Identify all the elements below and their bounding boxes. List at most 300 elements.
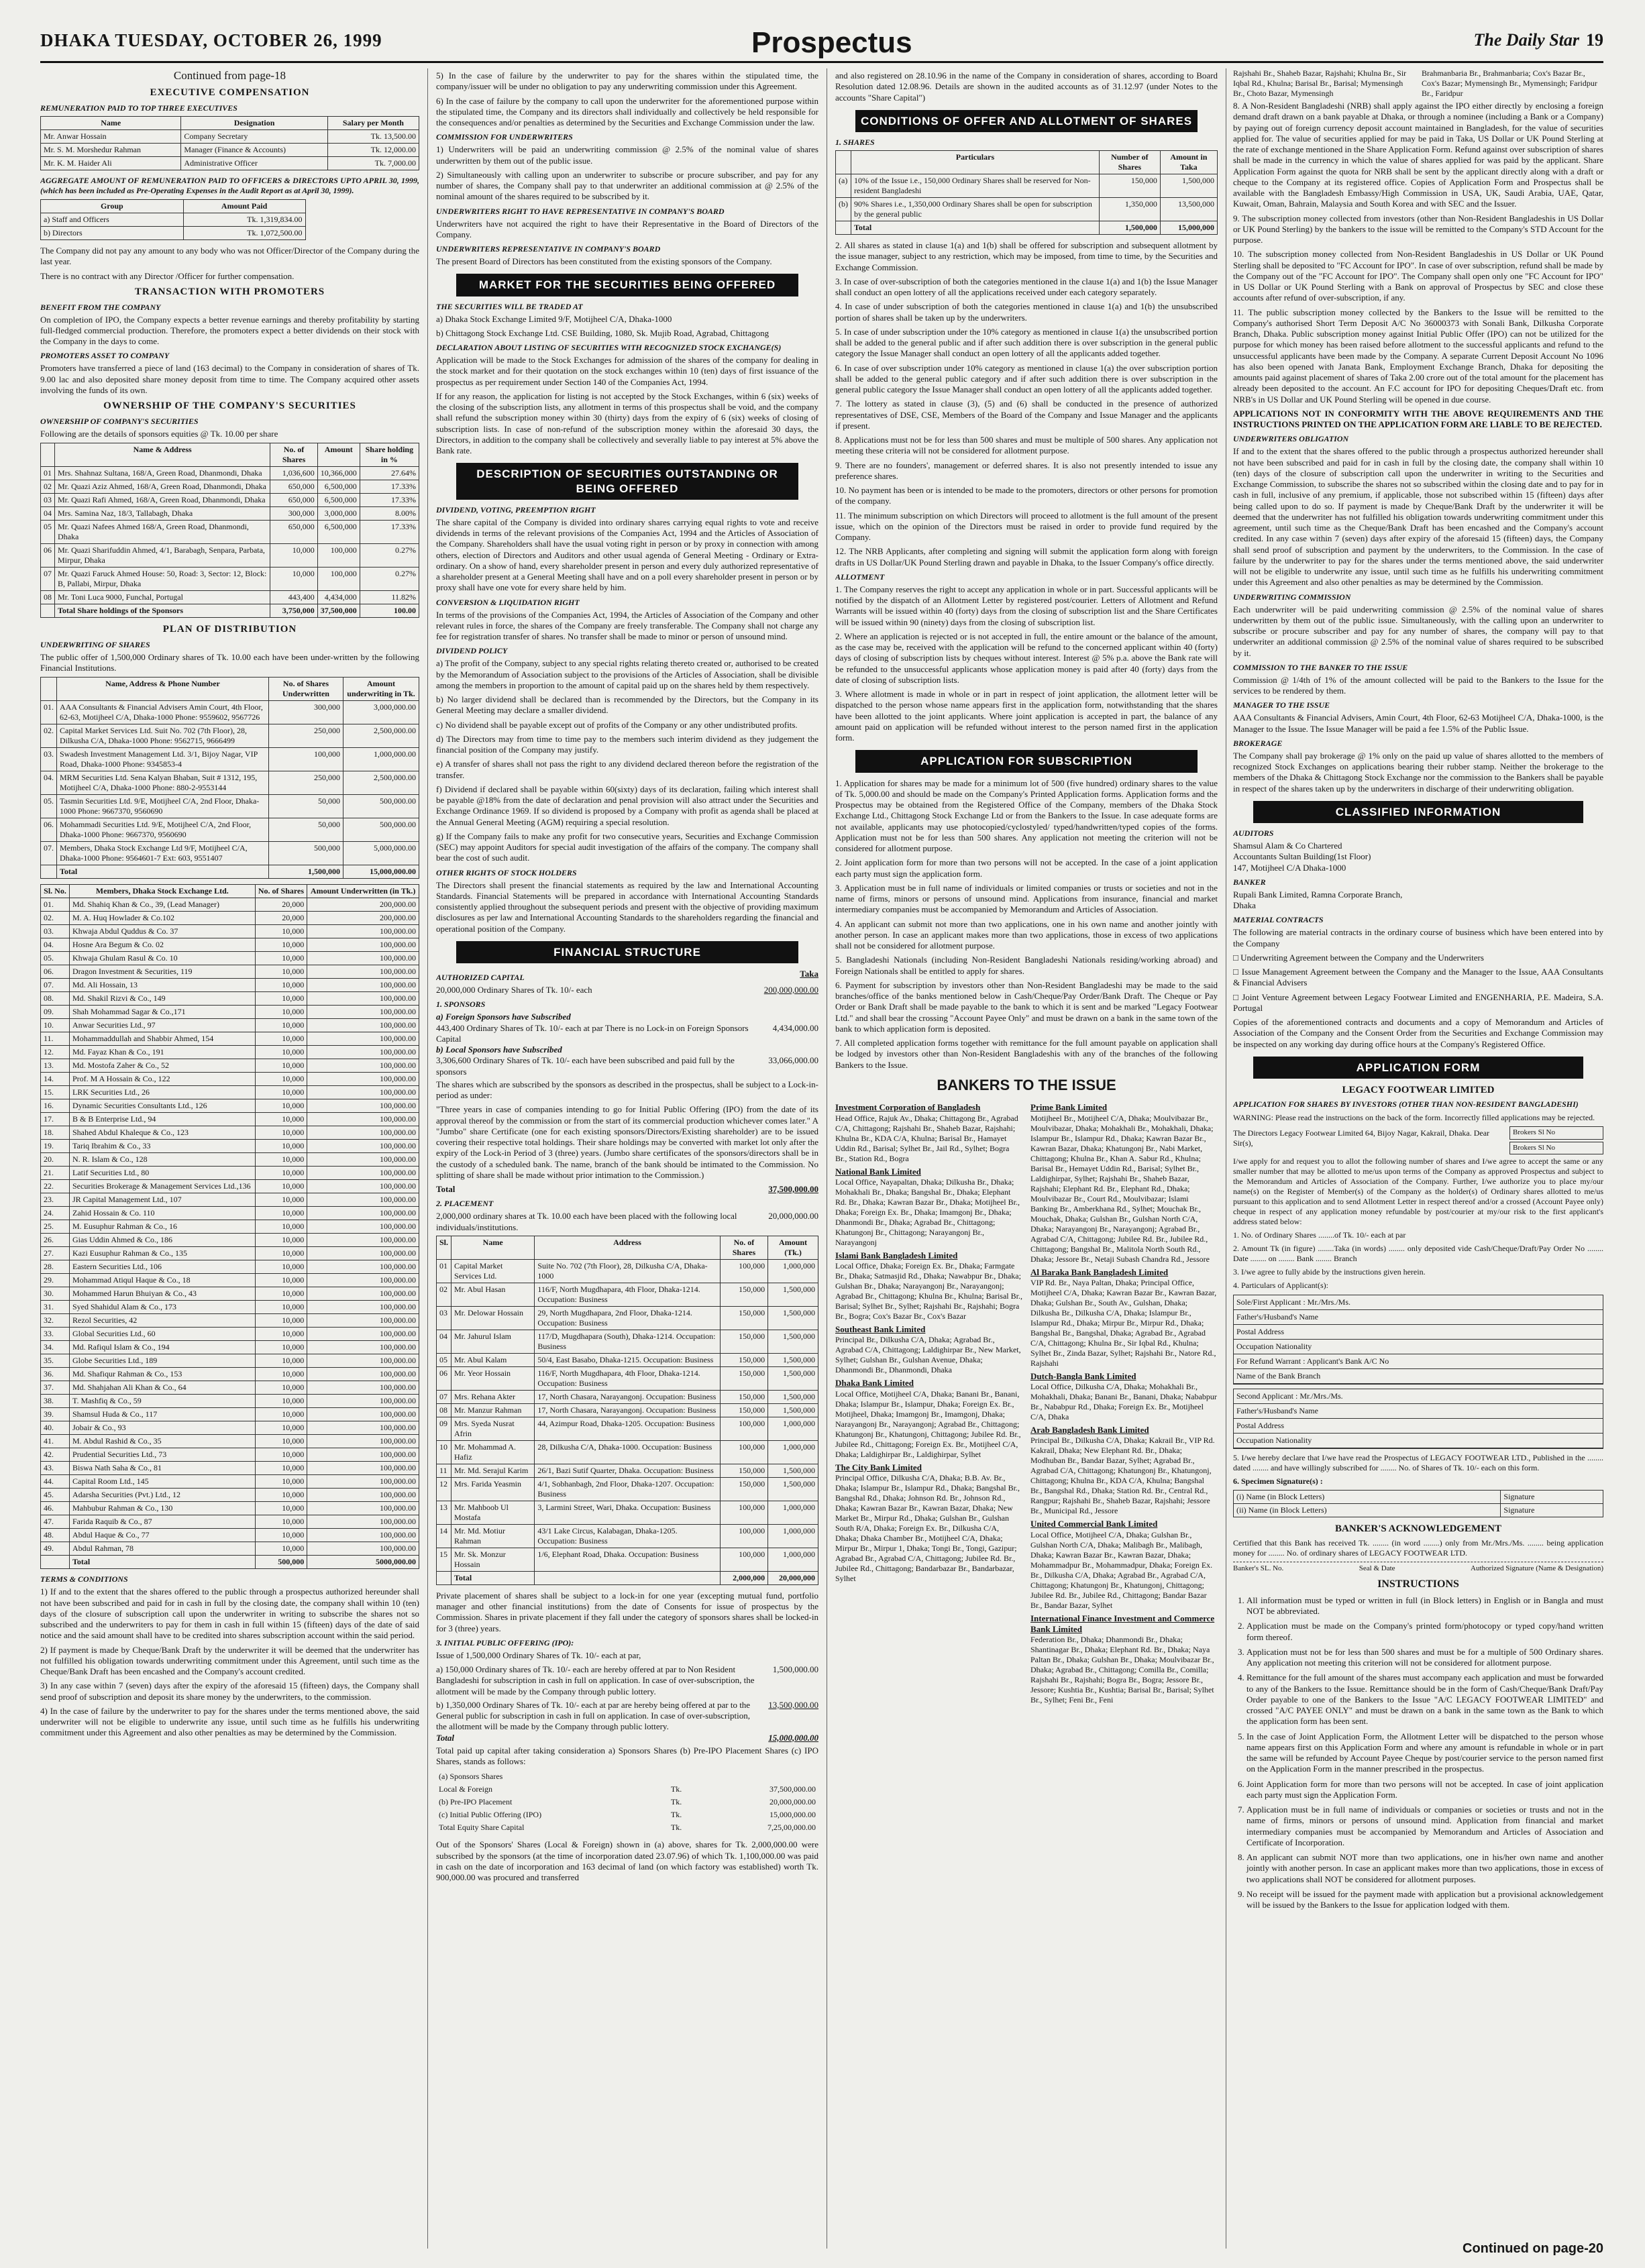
table-cell: 05. xyxy=(41,952,70,965)
table-cell: 100,000.00 xyxy=(307,1368,419,1381)
table-cell: (b) xyxy=(836,198,851,221)
table-cell: 1,500,000 xyxy=(768,1330,818,1353)
table-cell: 10,000 xyxy=(255,1515,307,1529)
table-cell: 2,000,000 xyxy=(720,1571,767,1584)
bank-branches: Federation Br., Dhaka; Dhanmondi Br., Dhaka; Shantinagar Br., Dhaka; Elephant Rd. Br., Dhaka; Naya Paltan Br., Dhaka; Gulshan Br., Dhaka; Moulvibazar Br., Dhaka; Agrabad Br., Chittagong; Comilla Br., Comilla; Rajshahi Br., Rajshahi; Bogra Br., Bogra; Jessore Br., Jessore; Kushtia Br., Kushtia; Barisal Br., Barisal; Sylhet Br., Sylhet; Feni Br., Feni xyxy=(1030,1635,1214,1705)
table-cell: Shahed Abdul Khaleque & Co., 123 xyxy=(70,1126,256,1140)
table-cell: Md. Shakil Rizvi & Co., 149 xyxy=(70,992,256,1006)
capital-row xyxy=(436,1211,818,1233)
table-cell: 02. xyxy=(41,724,57,748)
table-cell: 100,000.00 xyxy=(307,1448,419,1462)
table-cell: 100,000.00 xyxy=(307,1529,419,1542)
table-cell: 02 xyxy=(41,480,55,494)
table-row xyxy=(41,1260,419,1274)
ack-signature-label: Seal & Date xyxy=(1359,1564,1395,1572)
table-cell: 14 xyxy=(437,1524,452,1548)
table-cell: Mr. Abul Kalam xyxy=(452,1353,535,1366)
table-cell: Total Share holdings of the Sponsors xyxy=(55,604,270,618)
table-row xyxy=(437,1366,818,1390)
form-warning: WARNING: Please read the instructions on the back of the form. Incorrectly filled applications may be rejected. xyxy=(1233,1112,1595,1122)
table-cell: Mr. Quazi Rafi Ahmed, 168/A, Green Road, Dhanmondi, Dhaka xyxy=(55,494,270,507)
form-field[interactable]: Name of the Bank Branch xyxy=(1234,1369,1603,1384)
bank-name: The City Bank Limited xyxy=(835,1462,922,1472)
bank-branches: Local Office, Nayapaltan, Dhaka; Dilkusha Br., Dhaka; Mohakhali Br., Dhaka; Bangshal Br., Dhaka; Elephant Rd. Br., Dhaka; Kawran Bazar Br., Dhaka; Motijheel Br., Dhaka; Foreign Ex. Br., Dhaka; Imamgonj Br., Dhaka; Dhanmondi Br., Dhaka; Agrabad Br., Chittagong; Khatungonj Br., Chittagong; Narayangonj Br., Narayangonj xyxy=(835,1177,1020,1247)
table-cell: Md. Mostofa Zaher & Co., 52 xyxy=(70,1059,256,1073)
table-cell: 1,350,000 xyxy=(1099,198,1160,221)
instruction-item: 5. In the case of Joint Application Form, the Allotment Letter will be dispatched to the person whose name appears first on this Application Form and where any amount is refundable in whole or in part the same will be refunded by Account Payee Cheque by post/courier service to the person named first on the Application Form in the manner prescribed in the prospectus. xyxy=(1246,1731,1603,1775)
subheading: 1. SHARES xyxy=(835,138,875,147)
table-row xyxy=(41,227,306,240)
table-cell: 16. xyxy=(41,1099,70,1113)
table-cell: Md. Rafiqul Islam & Co., 194 xyxy=(70,1341,256,1354)
table-cell: Dragon Investment & Securities, 119 xyxy=(70,965,256,979)
table-cell: 09 xyxy=(437,1417,452,1440)
application-item: 3. Application must be in full name of individuals or limited companies or trusts or societies and not in the name of firms, minors or persons of unsound mind. Applications from insurance, financial and market intermediary companies must be accompanied by Memorandum and Articles of Association. xyxy=(835,882,1218,915)
table-row xyxy=(41,771,419,795)
nrb-item: 8. A Non-Resident Bangladeshi (NRB) shall apply against the IPO either directly by enclosing a foreign demand draft drawn on a bank payable at Dhaka, or through a nominee (including a Bank or a Company) by paying out of foreign currency deposit account maintained in Bangladesh, for the value of securities applied for. The value of securities applied for may be paid in Taka, US Dollar or UK Pound Sterling at the rate of exchange mentioned in the Share Application Form. Refund against over subscription of shares shall be made in the currency in which the value of shares applied for was paid by the applicant. Share Application Form against the quota for NRB shall be sent by the applicant directly along with a draft or cheque to the Company at its registered office. Copies of Application Form and Prospectus shall be available with the Bangladesh Embassy/High Commission in USA, UK, Saudi Arabia, UAE, Qatar, Kuwait, Oman, Bahrain, Malaysia and South Korea and with SEC and the Issuer. xyxy=(1233,101,1603,209)
table-cell: 10,000 xyxy=(255,1180,307,1193)
table-cell: 250,000 xyxy=(268,771,343,795)
table-header-cell: Amount xyxy=(317,443,360,467)
table-cell: Tk. 1,319,834.00 xyxy=(183,213,305,227)
application-item: 2. Joint application form for more than two persons will not be accepted. In the case of a joint application each party must sign the application form. xyxy=(835,857,1218,879)
page-number: 19 xyxy=(1586,30,1603,50)
table-cell: Abdul Haque & Co., 77 xyxy=(70,1529,256,1542)
broker-serial[interactable]: Brokers Sl No xyxy=(1509,1142,1603,1155)
table-cell: 117/D, Mugdhapara (South), Dhaka-1214. Occupation: Business xyxy=(535,1330,720,1353)
capital-row xyxy=(436,985,818,995)
form-company: LEGACY FOOTWEAR LIMITED xyxy=(1342,1085,1495,1095)
paragraph: Promoters have transferred a piece of land (163 decimal) to the Company in consideration of shares of Tk. 9.00 lac and also deposited share money deposit from time to time. The Company acquired other assets involving the funds of its own. xyxy=(40,363,419,395)
table-cell: Mr. Mahboob Ul Mostafa xyxy=(452,1501,535,1524)
table-cell: 3, Larmini Street, Wari, Dhaka. Occupation: Business xyxy=(535,1501,720,1524)
form-field[interactable]: Second Applicant : Mr./Mrs./Ms. xyxy=(1234,1389,1603,1404)
bankers-column xyxy=(1030,1099,1218,1705)
condition-item: 6. In case of over subscription under 10% category as mentioned in clause 1(a) the over subscription portion shall be added to the general public category and if after such addition there is over subscription in the general public category the Issue Manager shall conduct an open lottery of all the applicants added together. xyxy=(835,362,1218,394)
paragraph: Underwriters have not acquired the right to have their Representative in the Board of Directors of the Company. xyxy=(436,218,818,239)
table-cell: Mrs. Syeda Nusrat Afrin xyxy=(452,1417,535,1440)
paragraph: If for any reason, the application for listing is not accepted by the Stock Exchanges, within 6 (six) weeks of the closing of the subscription lists, any allotment in terms of this prospectus shall be void, and the company shall refund the subscription money within 30 (thirty) days from the expiry of 6 (six) weeks of closing of subscription lists. In case of non-refund of the subscription money within the aforesaid 30 days, the Directors, in addition to the company shall be collectively and severally liable to pay interest at 5% above the Bank rate. xyxy=(436,390,818,455)
table-header-cell xyxy=(41,443,55,467)
section-heading: OWNERSHIP OF THE COMPANY'S SECURITIES xyxy=(103,400,356,411)
table-cell: 443,400 xyxy=(270,591,317,604)
table-cell: Mohammad Atiqul Haque & Co., 18 xyxy=(70,1274,256,1287)
subheading: BENEFIT FROM THE COMPANY xyxy=(40,302,161,312)
table-cell: 200,000.00 xyxy=(307,912,419,925)
signature-cell[interactable]: (i) Name (in Block Letters) xyxy=(1234,1491,1501,1504)
table-cell: 19. xyxy=(41,1140,70,1153)
table-cell: 1,000,000.00 xyxy=(343,748,419,771)
section-banner: APPLICATION FOR SUBSCRIPTION xyxy=(855,750,1198,772)
table-cell: 150,000 xyxy=(720,1353,767,1366)
table-cell: AAA Consultants & Financial Advisers Amin Court, 4th Floor, 62-63, Motijheel C/A, Dhaka-1000 Phone: 9559602, 9567726 xyxy=(57,701,269,724)
table-cell: 50,000 xyxy=(268,818,343,842)
table-cell: 10,000 xyxy=(255,1462,307,1475)
subheading: COMMISSION TO THE BANKER TO THE ISSUE xyxy=(1233,662,1408,672)
table-cell: 10,000 xyxy=(255,938,307,952)
table-cell: 28. xyxy=(41,1260,70,1274)
table-row xyxy=(41,1354,419,1368)
capital-amount: 37,500,000.00 xyxy=(768,1184,818,1194)
form-declaration: 5. I/we hereby declare that I/we have read the Prospectus of LEGACY FOOTWEAR LTD., Published in the ........ dated ........ and have willingly subscribed for ........ No. of Shares of Tk. 10/- each on this form. xyxy=(1233,1453,1603,1473)
table-row xyxy=(41,1006,419,1019)
application-item: 4. An applicant can submit not more than two applications, one in his own name and another jointly with another person. In case an applicant makes more than two applications, those in excess of two applications shall not be considered for allotment purpose. xyxy=(835,918,1218,951)
subheading: TERMS & CONDITIONS xyxy=(40,1574,128,1584)
subheading: UNDERWRITERS REPRESENTATIVE IN COMPANY'S BOARD xyxy=(436,244,661,254)
capital-row xyxy=(436,969,818,985)
table-cell: 15,000,000.00 xyxy=(770,1810,816,1820)
signature-cell[interactable]: Signature xyxy=(1501,1491,1603,1504)
table-cell: 43. xyxy=(41,1462,70,1475)
table-cell: 150,000 xyxy=(720,1306,767,1330)
table-cell: 08 xyxy=(437,1403,452,1417)
form-field[interactable]: Postal Address xyxy=(1234,1325,1603,1340)
table-header-cell xyxy=(836,151,851,174)
table-row xyxy=(41,1489,419,1502)
table-row xyxy=(41,912,419,925)
bank-name: International Finance Investment and Commerce Bank Limited xyxy=(1030,1613,1215,1634)
table-cell: 150,000 xyxy=(720,1390,767,1403)
paragraph: Private placement of shares shall be subject to a lock-in for one year (excepting mutual fund, portfolio manager and other financial institutions) from the date of Consents for issue of prospectus by the Commission. Shares in private placement if they fall under the category of sponsors shares shall be locked-in for 3 (three) years. xyxy=(436,1590,818,1633)
table-row xyxy=(41,1542,419,1556)
table-cell: 1,500,000 xyxy=(768,1306,818,1330)
ack-signature-label: Authorized Signature (Name & Designation) xyxy=(1471,1564,1603,1572)
signature-row xyxy=(1234,1504,1603,1517)
allotment-item: 2. Where an application is rejected or is not accepted in full, the entire amount or the balance of the amount, as the case may be, received with the application will be refund to the concerned applicant within 40 (forty) days of closing of subscription lists by cheques without interest. Interest @ 5% p.a. above the Bank rate will be refunded to the unsuccessful applicants whose application money is paid after 40 (forty) days from the date of closing of subscription lists. xyxy=(835,631,1218,685)
table-row xyxy=(41,1381,419,1395)
note: There is no contract with any Director /Officer for further compensation. xyxy=(40,270,295,281)
table-row xyxy=(41,467,419,480)
table-cell: 10,000 xyxy=(255,1153,307,1167)
table-header-cell: Amount in Taka xyxy=(1160,151,1217,174)
table-cell: 100,000 xyxy=(317,568,360,591)
table-cell: 10,000 xyxy=(255,1274,307,1287)
subheading: 3. INITIAL PUBLIC OFFERING (IPO): xyxy=(436,1637,574,1648)
form-field[interactable]: Occupation Nationality xyxy=(1234,1340,1603,1354)
table-row xyxy=(41,157,419,170)
exchange-item: b) Chittagong Stock Exchange Ltd. CSE Building, 1080, Sk. Mujib Road, Agrabad, Chittagong xyxy=(436,327,770,338)
table-cell: 07. xyxy=(41,842,57,865)
capital-row xyxy=(436,1023,818,1045)
policy-item: g) If the Company fails to make any profit for two consecutive years, Securities and Exchange Commission (SEC) may appoint Auditors for special audit investigation of the affairs of the company. The company shall bear the cost of such audit. xyxy=(436,830,818,863)
table-row xyxy=(436,1821,818,1834)
table-cell: Mr. Quazi Faruck Ahmed House: 50, Road: 3, Sector: 12, Block: B, Pallabi, Mirpur, Dhaka xyxy=(55,568,270,591)
capital-row xyxy=(436,1055,818,1077)
table-cell: Mr. Abul Hasan xyxy=(452,1283,535,1306)
table-header-cell: Amount (Tk.) xyxy=(768,1236,818,1259)
signature-cell[interactable]: (ii) Name (in Block Letters) xyxy=(1234,1504,1501,1517)
table-cell: Mr. Manzur Rahman xyxy=(452,1403,535,1417)
signature-row xyxy=(1234,1491,1603,1504)
table-cell: 1,500,000 xyxy=(768,1366,818,1390)
policy-item: b) No larger dividend shall be declared than is recommended by the Directors, but the Company in its General Meeting may declare a smaller dividend. xyxy=(436,694,818,716)
paragraph: The Directors shall present the financial statements as required by the law and International Accounting Standards. Financial Statements will be prepared in accordance with International Accounting Standards consistently applied throughout the subsequent periods and present with the objective of providing maximum disclosures as per law and International Accounting Standards to the shareholders regarding the financial and operational position of the Company. xyxy=(436,879,818,934)
bank-branches: Principal Br., Dilkusha C/A, Dhaka; Agrabad Br., Agrabad C/A, Chittagong; Laldighirpar Br., New Market, Sylhet; Gulshan Br., Gulshan Avenue, Dhaka; Dhanmondi Br., Dhanmondi, Dhaka xyxy=(835,1335,1021,1375)
table-cell: 21. xyxy=(41,1167,70,1180)
table-row xyxy=(41,507,419,521)
contracts-list xyxy=(1233,953,1603,1014)
bank-name: National Bank Limited xyxy=(835,1166,921,1177)
table-cell: MRM Securities Ltd. Sena Kalyan Bhaban, Suit # 1312, 195, Motijheel C/A, Dhaka-1000 Phone: 880-2-9553144 xyxy=(57,771,269,795)
table-cell: 100,000.00 xyxy=(307,1006,419,1019)
table-cell: 14. xyxy=(41,1073,70,1086)
table-cell xyxy=(437,1571,452,1584)
term-item: 6) In the case of failure by the company to call upon the underwriter for the aforementioned purpose within the stipulated time, the Company and its directors shall individually and collectively be held responsible for the consequences and/or penalties as determined by the Securities and Exchange Commission under the law. xyxy=(436,95,818,127)
table-cell: 650,000 xyxy=(270,494,317,507)
table-cell: 3,000,000 xyxy=(317,507,360,521)
branch-continuation xyxy=(1233,68,1603,99)
bank-branches: Principal Br., Dilkusha C/A, Dhaka; Kakrail Br., VIP Rd. Kakrail, Dhaka; New Elephant Rd. Br., Dhaka; Modhuban Br., Bandar Bazar, Sylhet; Agrabad Br., Agrabad C/A, Chittagong; Khatungonj Br., Khatungonj, Chittagong; Khulna Br., KDA C/A, Khulna; Bangshal Br., Bangshal Rd., Dhaka; Station Rd. Br., Central Rd., Rangpur; Rajshahi Br., Shaheb Bazar, Rajshahi; Jessore Br., Municipal Rd., Jessore xyxy=(1030,1436,1215,1516)
table-cell: 100,000.00 xyxy=(307,925,419,938)
paragraph: Commission @ 1/4th of 1% of the amount collected will be paid to the Bankers to the Issue for the services to be rendered by them. xyxy=(1233,674,1603,696)
aggregate-text: AGGREGATE AMOUNT OF REMUNERATION PAID TO OFFICERS & DIRECTORS UPTO APRIL 30, 1999, (which has been included as Pre-Operating Expenses in the Audit Report as at April 30, 1999). xyxy=(40,176,419,195)
table-cell: Adarsha Securities (Pvt.) Ltd., 12 xyxy=(70,1489,256,1502)
subheading: 2. PLACEMENT xyxy=(436,1199,494,1209)
subheading: UNDERWRITERS OBLIGATION xyxy=(1233,434,1349,444)
capital-line: 3,306,600 Ordinary Shares of Tk. 10/- each have been subscribed and paid full by the sponsors xyxy=(436,1055,735,1077)
table-cell: Gias Uddin Ahmed & Co., 186 xyxy=(70,1234,256,1247)
paragraph: "Three years in case of companies intending to go for Initial Public Offering (IPO) from the date of its approval thereof by the commission or from the start of its commercial production whichever comes later." A "Jumbo" share Certificate (one for each existing sponsors/Directors/Existing shareholder) are to be issued covering their respective total holdings. Their share holdings may be converted with market lot only after the expiry of the Lock-in Period of 3 (three) years. (Jumbo share certificates of the sponsors/directors shall be in the custody of a scheduled bank. The name, branch of the bank should be intimated to the Commission. No splitting of share shall be made without prior intimation to the Commission.) xyxy=(436,1104,818,1180)
table-cell: Shah Mohammad Sagar & Co.,171 xyxy=(70,1006,256,1019)
table-cell: 100,000.00 xyxy=(307,1462,419,1475)
form-item: 3. I/we agree to fully abide by the instructions given herein. xyxy=(1233,1267,1426,1277)
subheading: PROMOTERS ASSET TO COMPANY xyxy=(40,351,170,361)
form-field[interactable]: Sole/First Applicant : Mr./Mrs./Ms. xyxy=(1234,1295,1603,1310)
form-field[interactable]: Father's/Husband's Name xyxy=(1234,1310,1603,1325)
table-row xyxy=(41,494,419,507)
table-cell xyxy=(41,1556,70,1569)
table-cell: 23. xyxy=(41,1193,70,1207)
table-cell: 100,000 xyxy=(268,748,343,771)
table-cell: Tk. 13,500.00 xyxy=(327,130,419,144)
bank-branches: Principal Office, Dilkusha C/A, Dhaka; B.B. Av. Br., Dhaka; Islampur Br., Islampur Rd., Dhaka; Bangshal Br., Bangshal Rd., Dhaka; Johnson Rd. Br., Johnson Rd., Dhaka; Kawran Bazar Br., Kawran Bazar, Dhaka; New Market Br., Mirpur Rd., Dhaka; Gulshan Br., Gulshan South R/A, Dhaka; Foreign Ex. Br., Dilkusha C/A, Dhaka; Dhaka Chamber Br., Motijheel C/A, Dhaka; Mirpur Br., Mirpur 1, Dhaka; Tongi Br., Tongi, Gazipur; Agrabad Br., Agrabad C/A, Chittagong; Jubilee Rd. Br., Jubilee Rd., Chittagong; Bandarbazar Br., Bandarbazar, Sylhet xyxy=(835,1472,1020,1583)
bankers-column xyxy=(835,1099,1022,1705)
condition-item: 11. The minimum subscription on which Directors will proceed to allotment is the full amount of the present issue, which on the opinion of the Directors must be raised in order to provide fund required by the Company. xyxy=(835,510,1218,542)
instruction-item: 8. An applicant can submit NOT more than two applications, one in his/her own name and another jointly with another person. In case an applicant makes more than two applications, those in excess of two applications shall NOT be considered for allotment purposes. xyxy=(1246,1852,1603,1885)
table-cell: 07 xyxy=(437,1390,452,1403)
table-cell: 33. xyxy=(41,1328,70,1341)
instructions-title: INSTRUCTIONS xyxy=(1377,1578,1459,1590)
table-cell: 100,000 xyxy=(720,1259,767,1283)
table-cell: Kazi Eusuphur Rahman & Co., 135 xyxy=(70,1247,256,1260)
dividend-policy-list xyxy=(436,658,818,863)
table-cell: 17.33% xyxy=(360,521,419,544)
form-item: 1. No. of Ordinary Shares ........of Tk. 10/- each at par xyxy=(1233,1230,1406,1240)
table-cell: Capital Room Ltd., 145 xyxy=(70,1475,256,1489)
table-row xyxy=(41,701,419,724)
bank-branches: Local Office, Motijheel C/A, Dhaka; Banani Br., Banani, Dhaka; Islampur Br., Islampur, Dhaka; Foreign Ex. Br., Motijheel, Dhaka; Imamgonj Br., Imamgonj, Dhaka; Narayangonj Br., Narayangonj; Agrabad Br., Chittagong; Khatungonj Br., Khatungonj, Chittagong; Jubilee Rd. Br., Jubilee Rd., Chittagong; Foreign Ex. Br., Motijheel C/A, Dhaka; Laldighirpar Br., Laldighirpar, Sylhet xyxy=(835,1389,1021,1459)
table-cell: 100,000 xyxy=(720,1548,767,1571)
subheading: DECLARATION ABOUT LISTING OF SECURITIES WITH RECOGNIZED STOCK EXCHANGE(S) xyxy=(436,343,782,352)
capital-amount: 1,500,000.00 xyxy=(772,1664,818,1674)
table-cell: 50,000 xyxy=(268,795,343,818)
policy-item: d) The Directors may from time to time pay to the members such interim dividend as they judgement the financial position of the Company may justify. xyxy=(436,733,818,755)
table-cell: 10,000 xyxy=(255,1140,307,1153)
table-cell: 44, Azimpur Road, Dhaka-1205. Occupation: Business xyxy=(535,1417,720,1440)
bank-name: Prime Bank Limited xyxy=(1030,1102,1108,1113)
table-cell: Total xyxy=(452,1571,535,1584)
table-cell: Company Secretary xyxy=(181,130,327,144)
table-cell: 13 xyxy=(437,1501,452,1524)
table-cell: 200,000.00 xyxy=(307,898,419,912)
table-cell: 50/4, East Basabo, Dhaka-1215. Occupation: Business xyxy=(535,1353,720,1366)
conditions-list xyxy=(835,240,1218,568)
table-cell: 38. xyxy=(41,1395,70,1408)
table-cell: b) Directors xyxy=(41,227,184,240)
section-banner: CLASSIFIED INFORMATION xyxy=(1253,801,1583,823)
table-cell: JR Capital Management Ltd., 107 xyxy=(70,1193,256,1207)
table-cell: 1,500,000 xyxy=(268,865,343,879)
table-cell: 05. xyxy=(41,795,57,818)
paragraph: AAA Consultants & Financial Advisers, Amin Court, 4th Floor, 62-63 Motijheel C/A, Dhaka-1000, is the Manager to the Issue. The Issue Manager will be paid a fee 1.5% of the Public Issue. xyxy=(1233,712,1603,734)
table-row xyxy=(437,1353,818,1366)
table-row xyxy=(41,1153,419,1167)
table-cell: Global Securities Ltd., 60 xyxy=(70,1328,256,1341)
broker-serial[interactable]: Brokers Sl No xyxy=(1509,1126,1603,1140)
table-cell: Total xyxy=(57,865,269,879)
bank-branches: Local Office, Dilkusha C/A, Dhaka; Mohakhali Br., Mohakhali, Dhaka; Banani Br., Banani, Dhaka; Nababpur Br., Nababpur Rd., Dhaka; Foreign Ex. Br., Motijheel C/A, Dhaka xyxy=(1030,1382,1217,1421)
table-header-cell: Name xyxy=(41,117,181,130)
table-cell: 100,000.00 xyxy=(307,1301,419,1314)
table-cell: 20,000,000.00 xyxy=(770,1797,816,1807)
table-cell: 12. xyxy=(41,1046,70,1059)
table-cell: 30. xyxy=(41,1287,70,1301)
table-row xyxy=(436,1770,818,1783)
table-cell: 10,000 xyxy=(255,1260,307,1274)
table-cell: 4,434,000 xyxy=(317,591,360,604)
table-cell: 17.33% xyxy=(360,494,419,507)
placement-table xyxy=(436,1236,818,1585)
table-cell: Capital Market Services Ltd. xyxy=(452,1259,535,1283)
table-cell: 500,000 xyxy=(255,1556,307,1569)
table-cell: 100,000.00 xyxy=(307,1354,419,1368)
table-row xyxy=(836,174,1218,198)
table-cell: Prof. M A Hossain & Co., 122 xyxy=(70,1073,256,1086)
table-cell: 22. xyxy=(41,1180,70,1193)
table-cell: 100,000.00 xyxy=(307,1220,419,1234)
table-row xyxy=(836,221,1218,235)
table-cell: 100,000.00 xyxy=(307,1287,419,1301)
signature-cell[interactable]: Signature xyxy=(1501,1504,1603,1517)
table-cell: 1,500,000 xyxy=(768,1403,818,1417)
section-heading: PLAN OF DISTRIBUTION xyxy=(162,624,297,635)
table-header-cell xyxy=(41,678,57,701)
paragraph: Out of the Sponsors' Shares (Local & Foreign) shown in (a) above, shares for Tk. 2,000,000.00 were subscribed by the sponsors (at the time of incorporation dated 23.07.96) of which Tk. 1,100,000.00 was paid in cash on the date of incorporation and 163 decimal of land (on which factory was established) worth Tk. 900,000.00 was procured and transferred xyxy=(436,1839,818,1882)
table-cell: 500,000.00 xyxy=(343,818,419,842)
table-row xyxy=(41,130,419,144)
table-cell: 10,000 xyxy=(255,1381,307,1395)
form-field[interactable]: Postal Address xyxy=(1234,1419,1603,1434)
table-cell: 44. xyxy=(41,1475,70,1489)
capital-line: b) 1,350,000 Ordinary Shares of Tk. 10/- each at par are hereby being offered at par to the General public for subscription in cash in full on application. In case of over-subscription, the allotment will be made by the Company through public lottery. xyxy=(436,1699,751,1732)
commission-item: 2) Simultaneously with calling upon an underwriter to subscribe or procure subscriber, and pay for any number of shares, the Company shall pay to that underwriter an additional commission at @ 2.5% of the nominal amount of the shares required to be subscribed by it. xyxy=(436,169,818,202)
table-cell: 100,000.00 xyxy=(307,1274,419,1287)
table-cell: 150,000 xyxy=(1099,174,1160,198)
form-field[interactable]: Occupation Nationality xyxy=(1234,1434,1603,1448)
table-cell: Mr. Md. Serajul Karim xyxy=(452,1464,535,1477)
table-cell: 10,000 xyxy=(255,1073,307,1086)
table-cell: 20,000 xyxy=(255,912,307,925)
table-cell: 100,000.00 xyxy=(307,965,419,979)
form-field[interactable]: For Refund Warrant : Applicant's Bank A/C No xyxy=(1234,1354,1603,1369)
table-cell: 100,000.00 xyxy=(307,1435,419,1448)
form-field[interactable]: Father's/Husband's Name xyxy=(1234,1404,1603,1419)
table-cell: 100,000 xyxy=(317,544,360,568)
table-cell: 1,036,600 xyxy=(270,467,317,480)
table-cell: 01. xyxy=(41,701,57,724)
table-cell: 05 xyxy=(437,1353,452,1366)
table-cell: 10,000 xyxy=(255,1059,307,1073)
table-row xyxy=(41,938,419,952)
table-cell: 10,000 xyxy=(255,1220,307,1234)
table-cell: Mr. Quazi Sharifuddin Ahmed, 4/1, Barabagh, Senpara, Parbata, Mirpur, Dhaka xyxy=(55,544,270,568)
table-header-cell: Name, Address & Phone Number xyxy=(57,678,269,701)
table-cell: 10,000 xyxy=(255,1126,307,1140)
table-cell: 08 xyxy=(41,591,55,604)
table-cell: 10,000 xyxy=(255,1006,307,1019)
table-cell: 25. xyxy=(41,1220,70,1234)
table-cell: 10,000 xyxy=(255,1421,307,1435)
subheading: MANAGER TO THE ISSUE xyxy=(1233,700,1330,710)
subheading: 1. SPONSORS xyxy=(436,1000,486,1010)
table-cell: 100,000 xyxy=(720,1524,767,1548)
column-1 xyxy=(40,68,419,2249)
table-cell: B & B Enterprise Ltd., 94 xyxy=(70,1113,256,1126)
subheading: OTHER RIGHTS OF STOCK HOLDERS xyxy=(436,867,577,877)
shares-table xyxy=(835,150,1218,235)
table-row xyxy=(41,480,419,494)
table-header-cell: Amount Underwritten (in Tk.) xyxy=(307,885,419,898)
term-item: 1) If and to the extent that the shares offered to the public through a prospectus authorized hereunder shall not have been subscribed and paid for in cash in full by the closing date, the company shall within 10 (ten) days of the closure of subscription call upon the underwriter in writing to subscribe the shares not so subscribed and the underwriters to pay for them in cash in full within 15 (fifteen) days of the date of said notice and the said amount shall have to be credited into shares subscription account within the said period. xyxy=(40,1586,419,1641)
table-cell: 17.33% xyxy=(360,480,419,494)
table-row xyxy=(41,1274,419,1287)
table-cell: 29, North Mugdhapara, 2nd Floor, Dhaka-1214. Occupation: Business xyxy=(535,1306,720,1330)
table-cell: 28, Dilkusha C/A, Dhaka-1000. Occupation: Business xyxy=(535,1440,720,1464)
subheading: b) Local Sponsors have Subscribed xyxy=(436,1044,562,1055)
table-cell: Syed Shahidul Alam & Co., 173 xyxy=(70,1301,256,1314)
table-cell: 100.00 xyxy=(360,604,419,618)
table-cell: 100,000 xyxy=(720,1440,767,1464)
capital-row xyxy=(436,1733,818,1743)
table-cell: 1,000,000 xyxy=(768,1548,818,1571)
table-row xyxy=(41,1448,419,1462)
table-cell: 150,000 xyxy=(720,1464,767,1477)
paragraph: Issue of 1,500,000 Ordinary Shares of Tk. 10/- each at par, xyxy=(436,1650,641,1660)
table-cell: 116/F, North Mugdhapara, 4th Floor, Dhaka-1214. Occupation: Business xyxy=(535,1283,720,1306)
table-row xyxy=(41,1247,419,1260)
table-row xyxy=(41,818,419,842)
table-cell: Anwar Securities Ltd., 97 xyxy=(70,1019,256,1032)
table-cell: Tk. 12,000.00 xyxy=(327,144,419,157)
table-cell: 01. xyxy=(41,898,70,912)
table-cell: 10,000 xyxy=(255,1448,307,1462)
table-cell: Mr. Quazi Aziz Ahmed, 168/A, Green Road, Dhanmondi, Dhaka xyxy=(55,480,270,494)
table-cell: 11. xyxy=(41,1032,70,1046)
table-cell: Tk. xyxy=(670,1797,682,1807)
table-cell: 03 xyxy=(41,494,55,507)
table-cell: 27. xyxy=(41,1247,70,1260)
table-cell: Zahid Hossain & Co. 110 xyxy=(70,1207,256,1220)
table-cell: 650,000 xyxy=(270,521,317,544)
capital-line: 2,000,000 ordinary shares at Tk. 10.00 each have been placed with the following local individuals/institutions. xyxy=(436,1211,737,1232)
table-cell: 18. xyxy=(41,1126,70,1140)
table-cell: 10,366,000 xyxy=(317,467,360,480)
continued-on: Continued on page-20 xyxy=(1463,2241,1603,2256)
table-cell: 10,000 xyxy=(255,1099,307,1113)
table-cell: 100,000.00 xyxy=(307,979,419,992)
table-cell: Local & Foreign xyxy=(439,1784,492,1794)
application-item: 5. Bangladeshi Nationals (including Non-Resident Bangladeshi Nationals residing/working abroad) and Foreign Nationals shall be entitled to apply for shares. xyxy=(835,955,1218,976)
